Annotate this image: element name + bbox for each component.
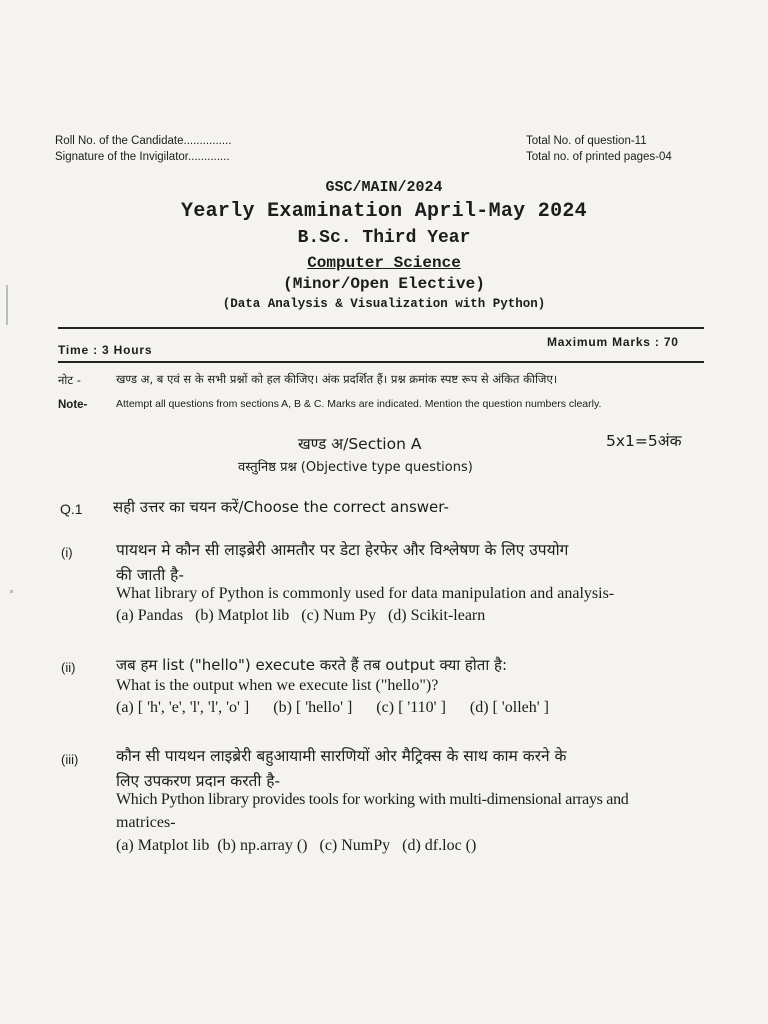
paper-title: (Data Analysis & Visualization with Python) xyxy=(222,297,546,311)
question-text-hindi: जब हम list ("hello") execute करते हैं तब output क्या होता है: xyxy=(116,656,508,674)
total-pages: Total no. of printed pages-04 xyxy=(526,151,672,163)
answer-options: (a) Pandas (b) Matplot lib (c) Num Py (d) Scikit-learn xyxy=(116,607,486,624)
note-text-hindi: खण्ड अ, ब एवं स के सभी प्रश्नों को हल कीजिए। अंक प्रदर्शित हैं। प्रश्न क्रमांक स्पष्ट रूप से अंकित कीजिए। xyxy=(116,372,558,386)
sub-question-number: (iii) xyxy=(61,752,79,767)
question-text: What library of Python is commonly used for data manipulation and analysis- xyxy=(116,585,615,602)
question-text: Which Python library provides tools for working with multi-dimensional arrays and xyxy=(116,791,629,808)
question-text-hindi: कौन सी पायथन लाइब्रेरी बहुआयामी सारणियों ओर मैट्रिक्स के साथ काम करने के xyxy=(116,747,567,765)
sub-question-number: (ii) xyxy=(61,660,76,675)
question-text-hindi: की जाती है- xyxy=(116,566,184,584)
section-marks: 5x1=5अंक xyxy=(606,432,682,450)
question-text: What is the output when we execute list ("hello")? xyxy=(116,677,439,694)
divider-top xyxy=(58,327,704,329)
time-allowed: Time : 3 Hours xyxy=(58,343,153,357)
question-number: Q.1 xyxy=(60,501,83,517)
answer-options: (a) [ 'h', 'e', 'l', 'l', 'o' ] (b) [ 'hello' ] (c) [ '110' ] (d) [ 'olleh' ] xyxy=(116,699,549,716)
course-year: B.Sc. Third Year xyxy=(297,228,471,248)
note-label: Note- xyxy=(58,399,88,411)
question-text-hindi: लिए उपकरण प्रदान करती है- xyxy=(116,772,281,790)
section-title: खण्ड अ/Section A xyxy=(298,435,422,453)
elective-title: (Minor/Open Elective) xyxy=(283,275,485,293)
question-text: matrices- xyxy=(116,814,176,831)
question-instruction: सही उत्तर का चयन करें/Choose the correct answer- xyxy=(113,498,449,516)
question-text-hindi: पायथन मे कौन सी लाइब्रेरी आमतौर पर डेटा हेरफेर और विश्लेषण के लिए उपयोग xyxy=(116,541,569,559)
answer-options: (a) Matplot lib (b) np.array () (c) NumPy (d) df.loc () xyxy=(116,837,477,854)
exam-code: GSC/MAIN/2024 xyxy=(325,179,443,196)
scan-mark xyxy=(10,590,13,593)
note-text: Attempt all questions from sections A, B & C. Marks are indicated. Mention the question numbers clearly. xyxy=(116,398,602,410)
divider-bottom xyxy=(58,361,704,363)
roll-number-line: Roll No. of the Candidate............... xyxy=(55,135,232,147)
sub-question-number: (i) xyxy=(61,545,73,560)
maximum-marks: Maximum Marks : 70 xyxy=(547,335,679,349)
total-questions: Total No. of question-11 xyxy=(526,135,647,147)
exam-title: Yearly Examination April-May 2024 xyxy=(181,200,587,223)
section-subtitle: वस्तुनिष्ठ प्रश्न (Objective type questions) xyxy=(238,460,473,475)
subject-title: Computer Science xyxy=(307,254,461,272)
invigilator-signature-line: Signature of the Invigilator............. xyxy=(55,151,230,163)
note-label-hindi: नोट - xyxy=(58,373,81,387)
